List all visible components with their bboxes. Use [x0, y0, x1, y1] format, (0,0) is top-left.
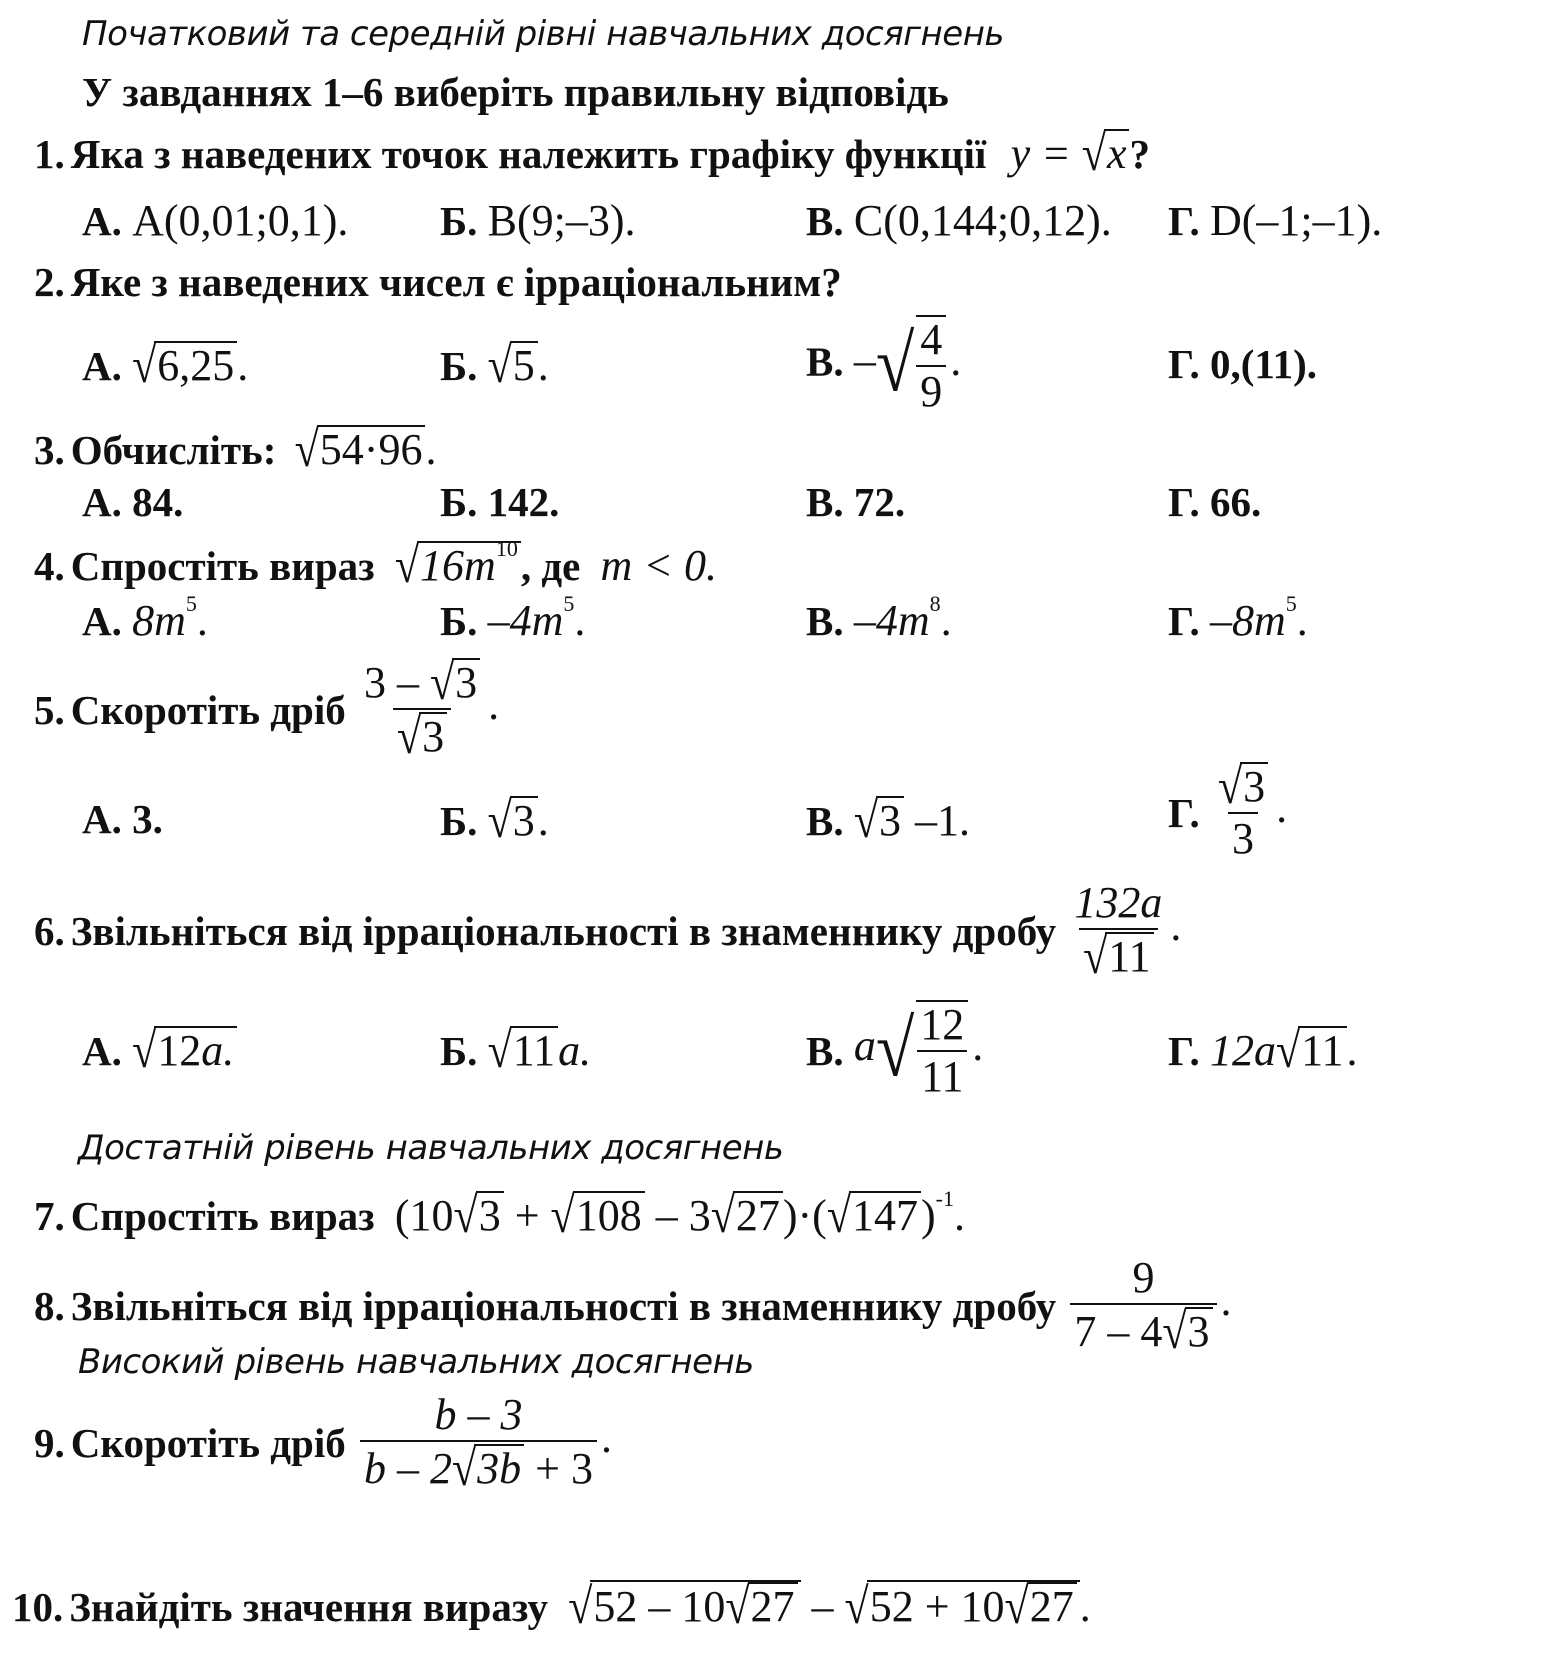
function-formula: y = √x	[1011, 129, 1130, 178]
q5-option-b[interactable]: Б. √3.	[440, 792, 549, 849]
q6-option-a[interactable]: А. √12a.	[82, 1025, 237, 1076]
fraction: $\frac{b - 3}{b - 2√3b + 3}$ .	[356, 1413, 612, 1462]
section-heading-sufficient: Достатній рівень навчальних досягнень	[78, 1128, 784, 1168]
question-number: 8.	[34, 1282, 65, 1329]
q1-option-b[interactable]: Б. B(9;–3).	[440, 196, 636, 245]
question-6	[34, 878, 1182, 985]
question-number: 2.	[34, 259, 65, 305]
question-1	[34, 125, 1150, 182]
question-mark: ?	[1129, 131, 1150, 177]
section-heading-high: Високий рівень навчальних досягнень	[78, 1342, 754, 1382]
question-text: Спростіть вираз	[70, 1193, 375, 1239]
question-text: Яке з наведених чисел є ірраціональним?	[70, 259, 842, 305]
instruction-text: У завданнях 1–6 виберіть правильну відповідь	[82, 69, 949, 115]
q4-option-c[interactable]: В. $-4m^8$.	[806, 591, 952, 645]
question-3	[34, 421, 437, 478]
q4-option-b[interactable]: Б. $-4m^5$.	[440, 591, 586, 645]
question-number: 6.	[34, 907, 65, 954]
fraction: $\frac{132a}{√11}$ .	[1074, 878, 1182, 985]
fraction: $\frac{9}{7 - 4√3}$ .	[1066, 1276, 1231, 1325]
section-heading-basic: Початковий та середній рівні навчальних досягнень	[82, 14, 1004, 54]
q6-option-d[interactable]: Г. 12a√11.	[1168, 1022, 1358, 1079]
question-text: Звільніться від ірраціональності в знаменнику дробу	[70, 1282, 1057, 1329]
q1-option-a[interactable]: А. A(0,01;0,1).	[82, 196, 349, 245]
question-7	[34, 1186, 965, 1244]
question-text: Знайдіть значення виразу	[69, 1584, 548, 1630]
q1-option-c[interactable]: В. C(0,144;0,12).	[806, 196, 1112, 245]
question-text: Скоротіть дріб	[70, 1419, 346, 1466]
question-number: 5.	[34, 686, 65, 733]
question-10	[12, 1578, 1091, 1635]
question-number: 4.	[34, 543, 65, 589]
q5-option-d[interactable]: Г. $\frac{√3}{3}$ .	[1168, 758, 1288, 864]
question-5	[34, 654, 500, 765]
expression: $√16m^{10}$	[395, 541, 521, 590]
q6-option-b[interactable]: Б. √11a.	[440, 1022, 592, 1079]
fraction: $\frac{3 - √3}{√3}$ .	[364, 654, 500, 765]
question-8	[34, 1253, 1232, 1360]
question-number: 7.	[34, 1193, 65, 1239]
q3-option-c[interactable]: В. 72.	[806, 479, 906, 525]
expression: √54·96.	[294, 421, 437, 478]
question-text: Яка з наведених точок належить графіку функції	[70, 131, 987, 177]
question-number: 9.	[34, 1419, 65, 1466]
question-4	[34, 536, 717, 594]
question-number: 10.	[12, 1584, 64, 1630]
q2-option-b[interactable]: Б. √5.	[440, 337, 549, 394]
q4-option-d[interactable]: Г. $-8m^5$.	[1168, 591, 1308, 645]
question-text: Спростіть вираз	[70, 543, 375, 589]
q2-option-c[interactable]: В. –√ $\frac{4}{9}$ .	[806, 315, 962, 417]
q3-option-a[interactable]: А. 84.	[82, 479, 184, 525]
expression: $(10√3 + √108 - 3√27)\cdot(√147)^{-1}$.	[394, 1186, 965, 1244]
q1-option-d[interactable]: Г. D(–1;–1).	[1168, 196, 1383, 245]
q5-option-a[interactable]: А. 3.	[82, 796, 163, 842]
q4-option-a[interactable]: А. $8m^5$.	[82, 591, 208, 645]
question-9	[34, 1390, 612, 1497]
condition-label: , де	[520, 543, 581, 589]
question-text: Звільніться від ірраціональності в знаменнику дробу	[70, 907, 1057, 954]
question-2	[34, 258, 842, 306]
condition: m < 0.	[600, 541, 717, 590]
q3-option-d[interactable]: Г. 66.	[1168, 479, 1262, 525]
q3-option-b[interactable]: Б. 142.	[440, 479, 560, 525]
question-text: Обчисліть:	[70, 427, 277, 473]
q2-option-d[interactable]: Г. 0,(11).	[1168, 341, 1318, 387]
expression: √52 – 10√27 – √52 + 10√27 .	[568, 1578, 1091, 1635]
q5-option-c[interactable]: В. √3 –1.	[806, 792, 971, 849]
q6-option-c[interactable]: В. a√ $\frac{12}{11}$ .	[806, 1000, 984, 1102]
question-number: 1.	[34, 131, 65, 177]
question-text: Скоротіть дріб	[70, 686, 346, 733]
question-number: 3.	[34, 427, 65, 473]
q2-option-a[interactable]: А. √6,25.	[82, 337, 249, 394]
